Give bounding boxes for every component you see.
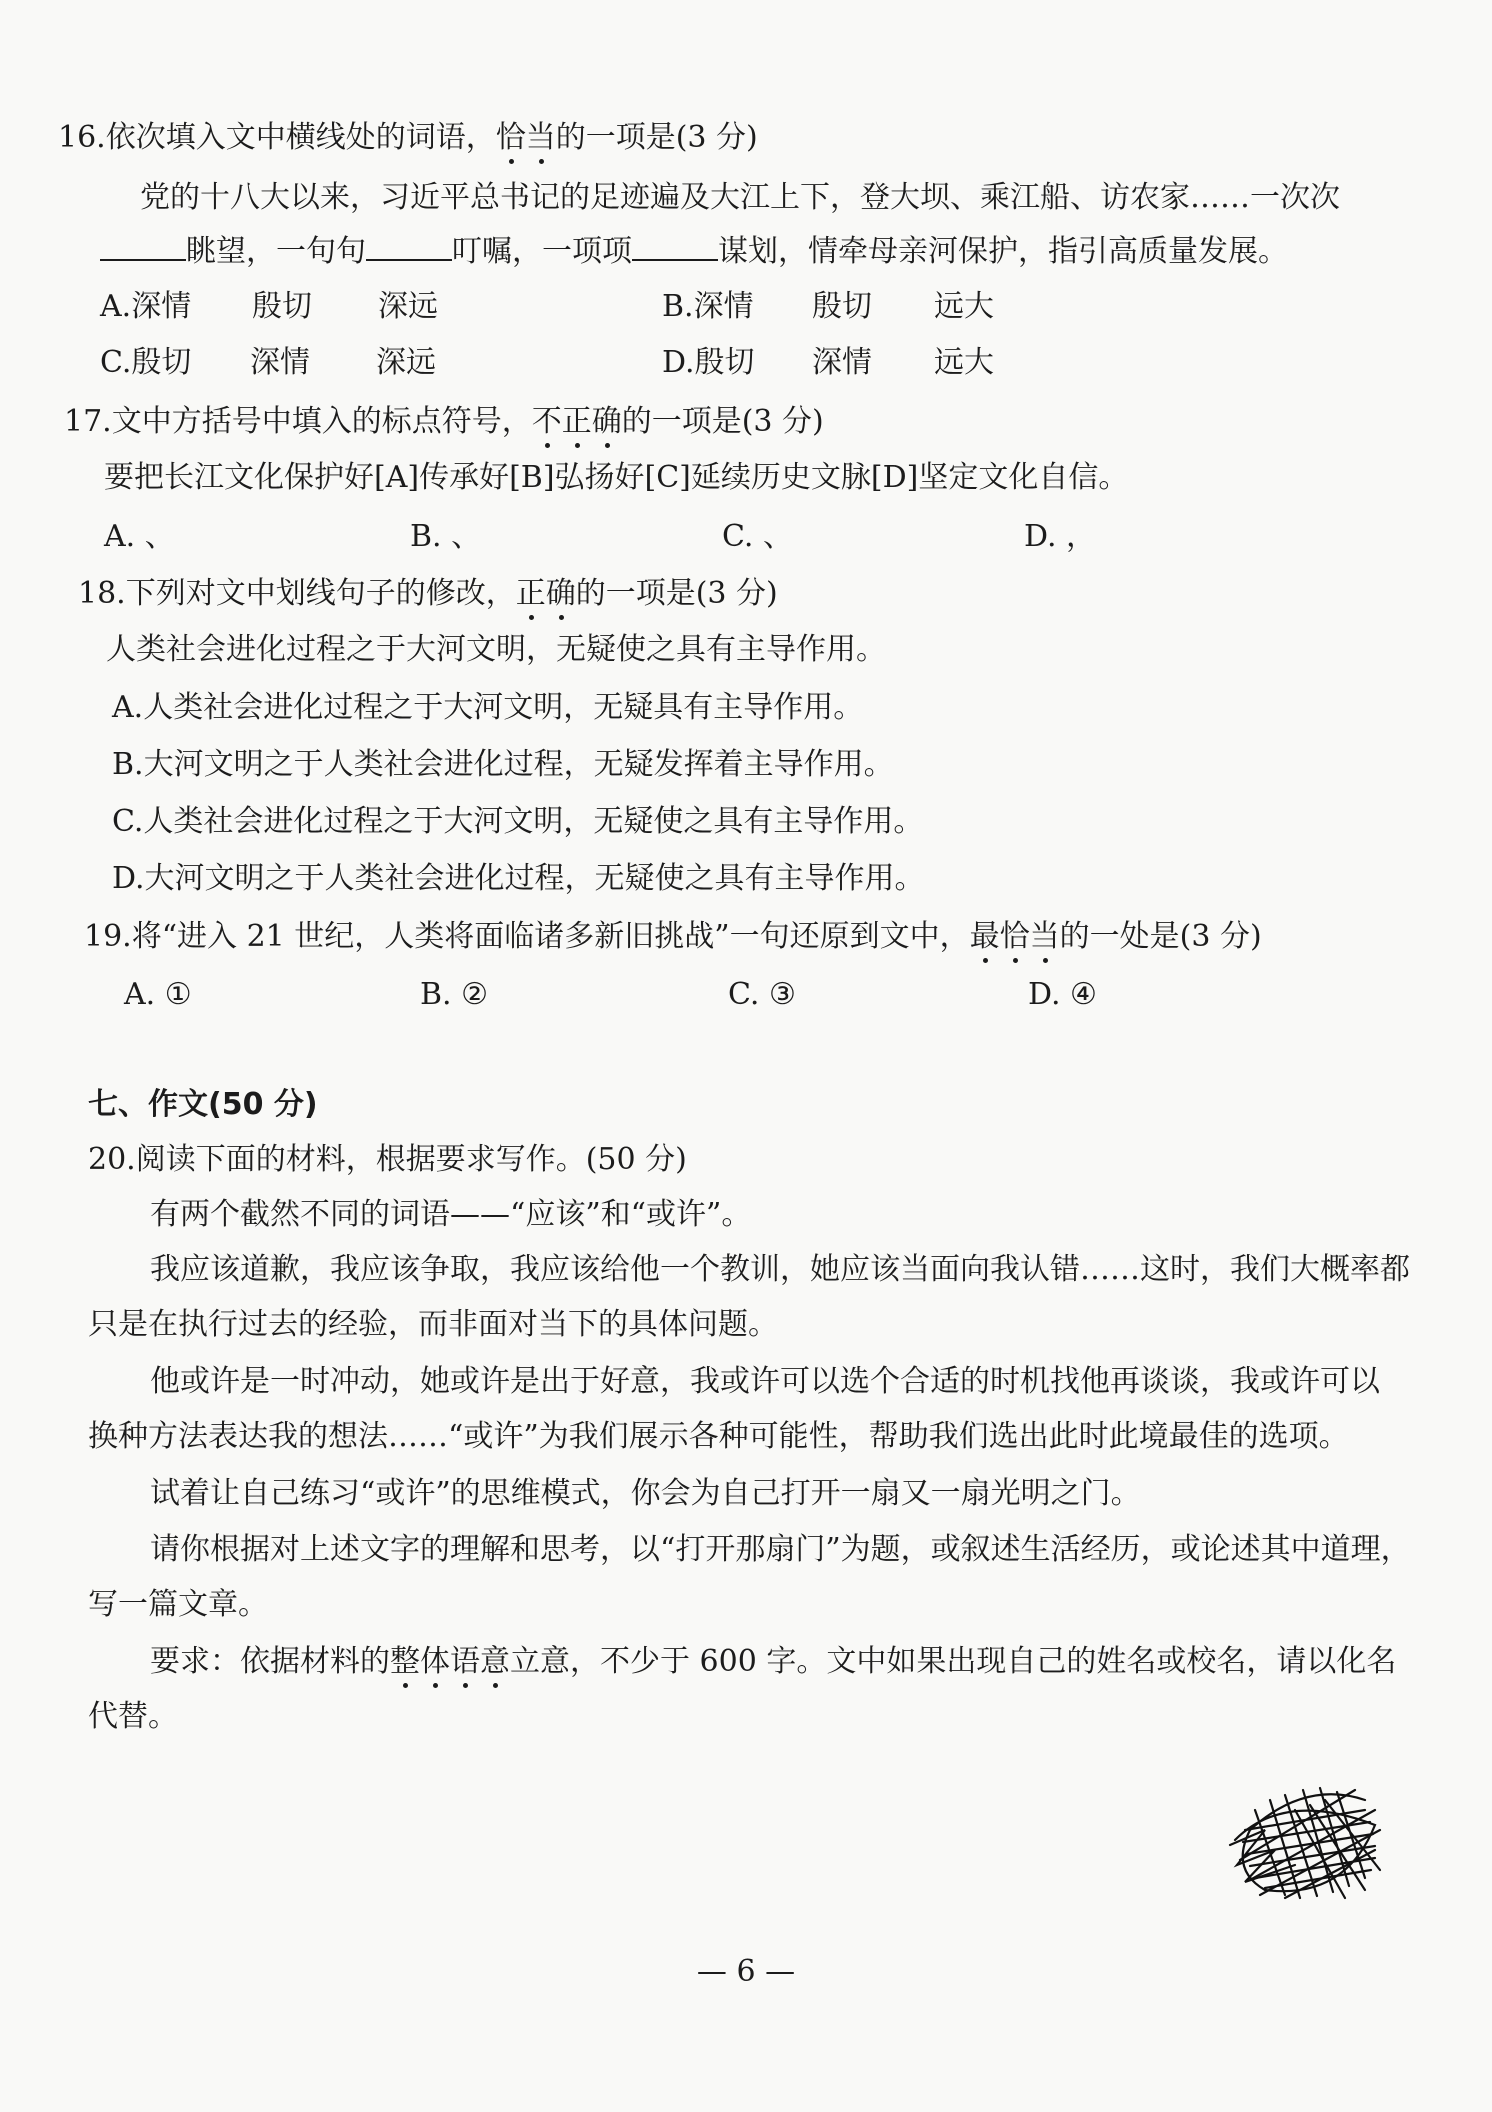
q19-option-d[interactable]: D. ④ bbox=[1028, 977, 1097, 1012]
q18-prompt: 18.下列对文中划线句子的修改，正确的一项是(3 分) bbox=[78, 574, 778, 614]
q20-paragraph-2b: 只是在执行过去的经验，而非面对当下的具体问题。 bbox=[88, 1307, 778, 1342]
blank-2 bbox=[366, 233, 452, 261]
q17-text: 要把长江文化保护好[A]传承好[B]弘扬好[C]延续历史文脉[D]坚定文化自信。 bbox=[104, 460, 1129, 495]
emphasis-char: 确 bbox=[592, 402, 622, 442]
q18-option-d[interactable]: D.大河文明之于人类社会进化过程，无疑使之具有主导作用。 bbox=[112, 861, 925, 896]
q20-emphasis bbox=[390, 1644, 510, 1679]
q16-emphasis bbox=[496, 120, 556, 155]
q18-text: 人类社会进化过程之于大河文明，无疑使之具有主导作用。 bbox=[106, 632, 886, 667]
q20-paragraph-4: 试着让自己练习“或许”的思维模式，你会为自己打开一扇又一扇光明之门。 bbox=[150, 1476, 1141, 1511]
q18-option-b[interactable]: B.大河文明之于人类社会进化过程，无疑发挥着主导作用。 bbox=[112, 747, 894, 782]
q20-requirements: 要求：依据材料的整体语意立意，不少于 600 字。文中如果出现自己的姓名或校名，请以化名 bbox=[150, 1642, 1396, 1682]
q19-emphasis bbox=[970, 919, 1060, 954]
emphasis-char: 意 bbox=[480, 1642, 510, 1682]
page-number: — 6 — bbox=[696, 1954, 796, 1989]
q20-paragraph-1: 有两个截然不同的词语——“应该”和“或许”。 bbox=[150, 1197, 752, 1232]
q16-option-c-word3: 深远 bbox=[376, 345, 436, 380]
q20-requirements-end: 代替。 bbox=[88, 1699, 178, 1734]
emphasis-char: 恰 bbox=[1000, 917, 1030, 957]
emphasis-char: 语 bbox=[450, 1642, 480, 1682]
q16-text-line2: 眺望，一句句 叮嘱，一项项 谋划，情牵母亲河保护，指引高质量发展。 bbox=[100, 232, 1288, 272]
emphasis-char: 当 bbox=[1030, 917, 1060, 957]
q16-option-b[interactable]: B.深情 bbox=[662, 289, 754, 324]
q19-option-c[interactable]: C. ③ bbox=[728, 977, 796, 1012]
emphasis-char: 体 bbox=[420, 1642, 450, 1682]
q16-option-d-word3: 远大 bbox=[934, 345, 994, 380]
blank-1 bbox=[100, 233, 186, 261]
q17-option-b[interactable]: B. 、 bbox=[410, 519, 482, 554]
q16-text-line1: 党的十八大以来，习近平总书记的足迹遍及大江上下，登大坝、乘江船、访农家……一次次 bbox=[140, 180, 1340, 215]
q20-paragraph-3a: 他或许是一时冲动，她或许是出于好意，我或许可以选个合适的时机找他再谈谈，我或许可以 bbox=[150, 1364, 1380, 1399]
q16-prompt: 16.依次填入文中横线处的词语，恰当的一项是(3 分) bbox=[58, 118, 758, 158]
emphasis-char: 当 bbox=[526, 118, 556, 158]
q20-paragraph-2a: 我应该道歉，我应该争取，我应该给他一个教训，她应该当面向我认错……这时，我们大概率都 bbox=[150, 1252, 1410, 1287]
q17-option-d[interactable]: D. ， bbox=[1024, 519, 1097, 554]
q16-option-d-word2: 深情 bbox=[812, 345, 872, 380]
section-7-heading: 七、作文(50 分) bbox=[88, 1087, 318, 1122]
q17-option-c[interactable]: C. 、 bbox=[722, 519, 793, 554]
q16-option-a-word3: 深远 bbox=[378, 289, 438, 324]
emphasis-char: 不 bbox=[532, 402, 562, 442]
q16-option-d[interactable]: D.殷切 bbox=[662, 345, 755, 380]
pen-scribble-mark bbox=[1225, 1770, 1385, 1905]
q19-option-b[interactable]: B. ② bbox=[420, 977, 489, 1012]
q16-option-b-word2: 殷切 bbox=[812, 289, 872, 324]
q16-option-a[interactable]: A.深情 bbox=[100, 289, 192, 324]
q17-prompt: 17.文中方括号中填入的标点符号，不正确的一项是(3 分) bbox=[64, 402, 824, 442]
q20-paragraph-5b: 写一篇文章。 bbox=[88, 1587, 268, 1622]
emphasis-char: 确 bbox=[546, 574, 576, 614]
q16-option-c[interactable]: C.殷切 bbox=[100, 345, 192, 380]
q18-option-c[interactable]: C.人类社会进化过程之于大河文明，无疑使之具有主导作用。 bbox=[112, 804, 924, 839]
q16-option-a-word2: 殷切 bbox=[252, 289, 312, 324]
q20-paragraph-5a: 请你根据对上述文字的理解和思考，以“打开那扇门”为题，或叙述生活经历，或论述其中道理， bbox=[150, 1532, 1411, 1567]
q19-prompt: 19.将“进入 21 世纪，人类将面临诸多新旧挑战”一句还原到文中，最恰当的一处是(3 分) bbox=[84, 917, 1262, 957]
emphasis-char: 正 bbox=[516, 574, 546, 614]
q18-emphasis bbox=[516, 576, 576, 611]
q16-option-c-word2: 深情 bbox=[250, 345, 310, 380]
emphasis-char: 整 bbox=[390, 1642, 420, 1682]
q20-prompt: 20.阅读下面的材料，根据要求写作。(50 分) bbox=[88, 1142, 687, 1177]
emphasis-char: 最 bbox=[970, 917, 1000, 957]
q16-option-b-word3: 远大 bbox=[934, 289, 994, 324]
emphasis-char: 恰 bbox=[496, 118, 526, 158]
q18-option-a[interactable]: A.人类社会进化过程之于大河文明，无疑具有主导作用。 bbox=[112, 690, 864, 725]
q17-emphasis bbox=[532, 404, 622, 439]
emphasis-char: 正 bbox=[562, 402, 592, 442]
q19-option-a[interactable]: A. ① bbox=[124, 977, 192, 1012]
q20-paragraph-3b: 换种方法表达我的想法……“或许”为我们展示各种可能性，帮助我们选出此时此境最佳的选项。 bbox=[88, 1419, 1349, 1454]
blank-3 bbox=[632, 233, 718, 261]
q17-option-a[interactable]: A. 、 bbox=[104, 519, 175, 554]
